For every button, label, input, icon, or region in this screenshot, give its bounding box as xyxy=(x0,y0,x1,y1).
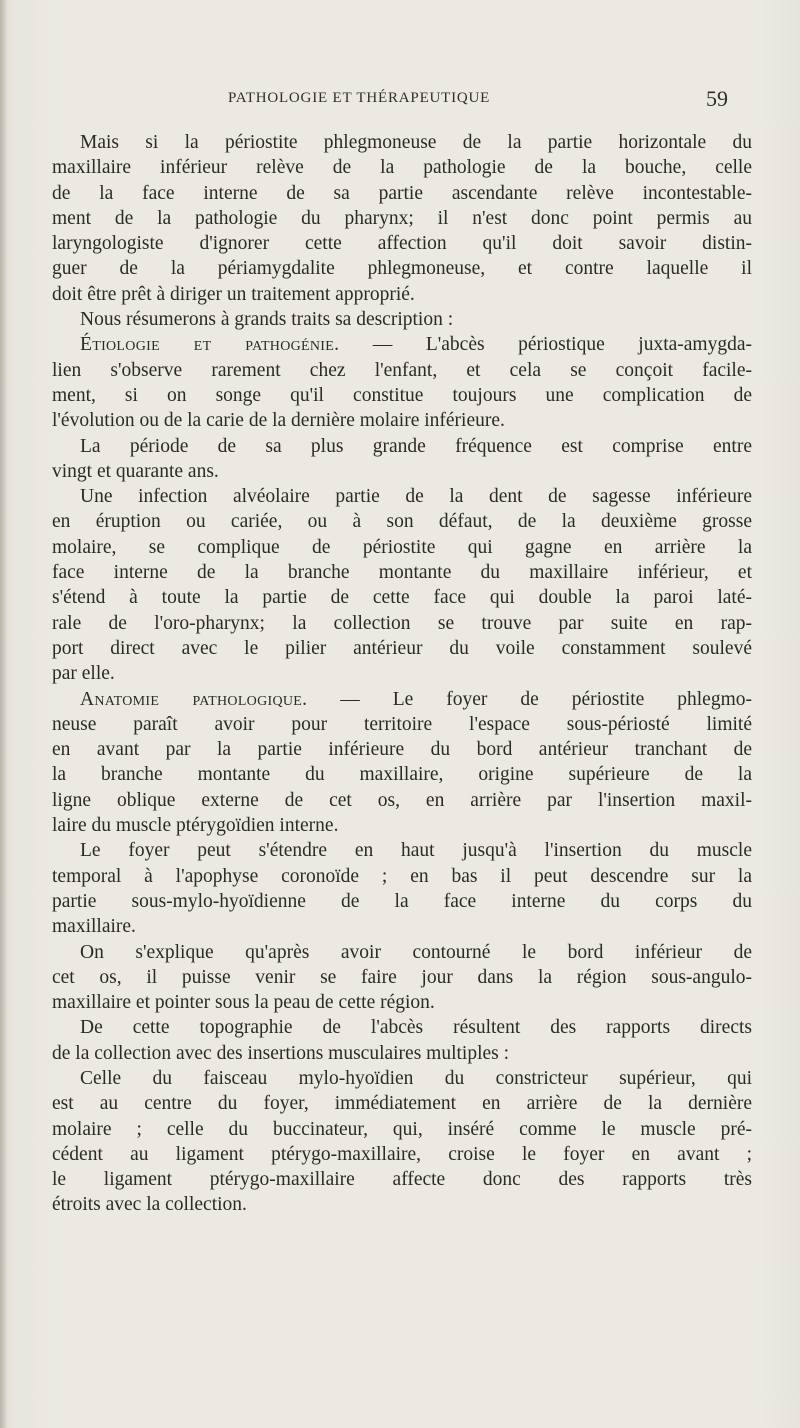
text-line: On s'explique qu'après avoir contourné le bord inférieur de xyxy=(80,941,752,963)
text-line: doit être prêt à diriger un traitement approprié. xyxy=(52,283,415,305)
running-head xyxy=(52,86,752,116)
text-line: par elle. xyxy=(52,663,115,685)
text-line: vingt et quarante ans. xyxy=(52,460,219,482)
text-line: rale de l'oro-pharynx; la collection se trouve par suite en rap- xyxy=(52,612,752,634)
text-line: temporal à l'apophyse coronoïde ; en bas il peut descendre sur la xyxy=(52,865,752,887)
text-line: Mais si la périostite phlegmoneuse de la partie horizontale du xyxy=(80,132,752,153)
text-line: port direct avec le pilier antérieur du voile constamment soulevé xyxy=(52,637,752,659)
text-line: De cette topographie de l'abcès résultent des rapports directs xyxy=(80,1017,752,1039)
text-line: face interne de la branche montante du maxillaire inférieur, et xyxy=(52,562,752,584)
text-run: — Le foyer de périostite phlegmo- xyxy=(340,688,753,710)
text-line: lien s'observe rarement chez l'enfant, et cela se conçoit facile- xyxy=(52,359,752,381)
section-heading-anatomie: Anatomie pathologique. xyxy=(80,688,308,710)
text-line: de la face interne de sa partie ascendante relève incontestable- xyxy=(52,182,752,204)
text-line: neuse paraît avoir pour territoire l'espace sous-périosté limité xyxy=(52,713,752,735)
text-line: maxillaire inférieur relève de la pathologie de la bouche, celle xyxy=(52,157,752,179)
text-line: ment, si on songe qu'il constitue toujours une complication de xyxy=(52,384,752,406)
text-line: s'étend à toute la partie de cette face qui double la paroi laté- xyxy=(52,587,752,609)
body-text xyxy=(52,130,752,1218)
text-line: ligne oblique externe de cet os, en arrière par l'insertion maxil- xyxy=(52,789,752,811)
text-line: en avant par la partie inférieure du bord antérieur tranchant de xyxy=(52,739,752,761)
text-line: laryngologiste d'ignorer cette affection qu'il doit savoir distin- xyxy=(52,233,752,255)
text-line: laire du muscle ptérygoïdien interne. xyxy=(52,815,339,837)
text-line: la branche montante du maxillaire, origine supérieure de la xyxy=(52,764,752,786)
text-line: Le foyer peut s'étendre en haut jusqu'à l'insertion du muscle xyxy=(80,840,752,862)
text-line: Celle du faisceau mylo-hyoïdien du constricteur supérieur, qui xyxy=(80,1067,752,1089)
text-line: cet os, il puisse venir se faire jour dans la région sous-angulo- xyxy=(52,966,752,988)
text-line: partie sous-mylo-hyoïdienne de la face interne du corps du xyxy=(52,890,752,912)
text-line: maxillaire et pointer sous la peau de cette région. xyxy=(52,992,435,1014)
text-line: Nous résumerons à grands traits sa description : xyxy=(80,309,454,331)
text-line-with-heading xyxy=(52,332,752,357)
binding-edge xyxy=(0,0,6,1428)
text-line: l'évolution ou de la carie de la dernière molaire inférieure. xyxy=(52,410,505,432)
text-line: cédent au ligament ptérygo-maxillaire, croise le foyer en avant ; xyxy=(52,1143,752,1165)
running-title: PATHOLOGIE ET THÉRAPEUTIQUE xyxy=(228,90,491,106)
text-line: en éruption ou cariée, ou à son défaut, de la deuxième grosse xyxy=(52,511,752,533)
text-line: le ligament ptérygo-maxillaire affecte donc des rapports très xyxy=(52,1169,752,1191)
text-line: maxillaire. xyxy=(52,916,136,938)
section-heading-etiologie: Étiologie et pathogénie. xyxy=(80,334,340,356)
text-line: étroits avec la collection. xyxy=(52,1194,247,1216)
text-line: de la collection avec des insertions musculaires multiples : xyxy=(52,1042,510,1064)
text-line: ment de la pathologie du pharynx; il n'est donc point permis au xyxy=(52,207,752,229)
text-line: est au centre du foyer, immédiatement en arrière de la dernière xyxy=(52,1093,752,1115)
text-line: molaire ; celle du buccinateur, qui, inséré comme le muscle pré- xyxy=(52,1118,752,1140)
text-line: molaire, se complique de périostite qui gagne en arrière la xyxy=(52,536,752,558)
text-line: Une infection alvéolaire partie de la dent de sagesse inférieure xyxy=(80,486,752,508)
text-run: — L'abcès périostique juxta-amygda- xyxy=(372,334,752,356)
text-line-with-heading xyxy=(52,687,752,712)
text-line: La période de sa plus grande fréquence est comprise entre xyxy=(80,435,752,457)
text-line: guer de la périamygdalite phlegmoneuse, et contre laquelle il xyxy=(52,258,752,280)
page-number: 59 xyxy=(706,86,728,111)
